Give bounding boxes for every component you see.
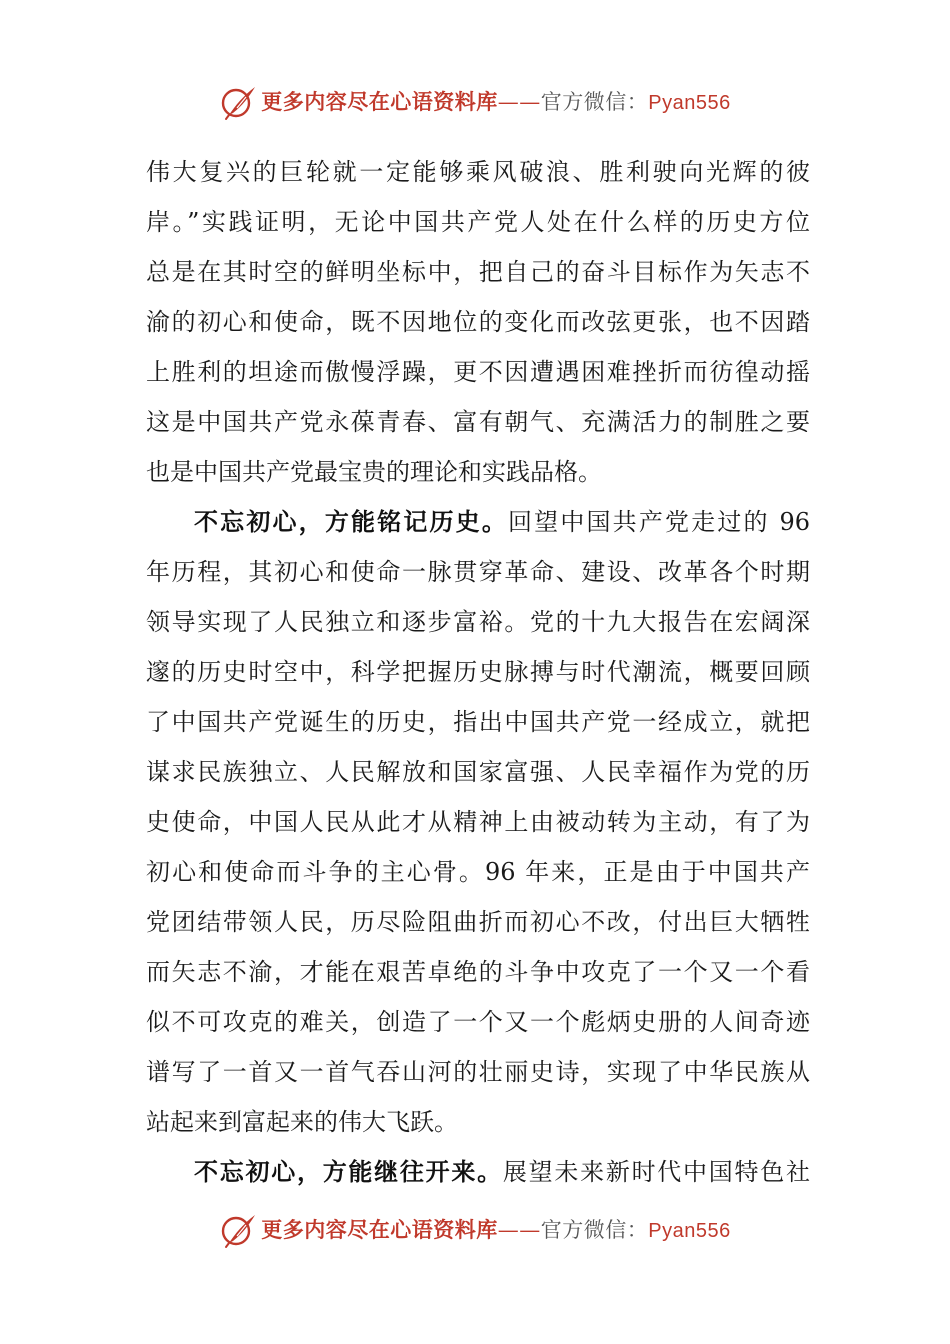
text-line: 这是中国共产党永葆青春、富有朝气、充满活力的制胜之要 — [146, 408, 810, 436]
text-line-lead — [146, 497, 810, 547]
paragraph-1 — [146, 147, 810, 497]
text-line: 伟大复兴的巨轮就一定能够乘风破浪、胜利驶向光辉的彼 — [146, 158, 810, 186]
banner-official-label: 官方微信： — [540, 90, 649, 114]
paragraph-2-first-text: 回望中国共产党走过的 96 — [508, 508, 810, 536]
banner-contact-id: Pyan556 — [648, 1220, 731, 1242]
paragraph-3-first-text: 展望未来新时代中国特色社 — [502, 1158, 811, 1186]
banner-brand-text: 更多内容尽在心语资料库 — [261, 89, 498, 114]
text-line: 总是在其时空的鲜明坐标中，把自己的奋斗目标作为矢志不 — [146, 258, 810, 286]
text-line: 似不可攻克的难关，创造了一个又一个彪炳史册的人间奇迹 — [146, 1008, 810, 1036]
text-line: 领导实现了人民独立和逐步富裕。党的十九大报告在宏阔深 — [146, 608, 810, 636]
text-line: 也是中国共产党最宝贵的理论和实践品格。 — [146, 458, 602, 486]
banner-official-label: 官方微信： — [540, 1218, 649, 1242]
text-line: 岸。”实践证明，无论中国共产党人处在什么样的历史方位 — [146, 208, 810, 236]
text-line: 上胜利的坦途而傲慢浮躁，更不因遭遇困难挫折而彷徨动摇 — [146, 358, 810, 386]
text-line: 谱写了一首又一首气吞山河的壮丽史诗，实现了中华民族从 — [146, 1058, 810, 1086]
text-line: 谋求民族独立、人民解放和国家富强、人民幸福作为党的历 — [146, 758, 810, 786]
header-banner — [0, 80, 950, 124]
quill-logo-icon — [219, 1210, 259, 1250]
quill-logo-icon — [219, 82, 259, 122]
text-line-lead — [146, 1147, 810, 1197]
paragraph-3 — [146, 1147, 810, 1197]
text-line: 邃的历史时空中，科学把握历史脉搏与时代潮流，概要回顾 — [146, 658, 810, 686]
text-line: 党团结带领人民，历尽险阻曲折而初心不改，付出巨大牺牲 — [146, 908, 810, 936]
text-line: 年历程，其初心和使命一脉贯穿革命、建设、改革各个时期 — [146, 558, 810, 586]
banner-brand-text: 更多内容尽在心语资料库 — [261, 1217, 498, 1242]
paragraph-3-heading: 不忘初心，方能继往开来。 — [194, 1158, 503, 1186]
text-line: 初心和使命而斗争的主心骨。96 年来，正是由于中国共产 — [146, 858, 810, 886]
banner-dash: —— — [497, 90, 541, 114]
paragraph-2 — [146, 497, 810, 1147]
banner-contact-id: Pyan556 — [648, 92, 731, 114]
banner-dash: —— — [497, 1218, 541, 1242]
text-line: 站起来到富起来的伟大飞跃。 — [146, 1108, 458, 1136]
text-line: 了中国共产党诞生的历史，指出中国共产党一经成立，就把 — [146, 708, 810, 736]
text-line: 史使命，中国人民从此才从精神上由被动转为主动，有了为 — [146, 808, 810, 836]
footer-banner — [0, 1208, 950, 1252]
document-body — [146, 147, 810, 1197]
paragraph-2-heading: 不忘初心，方能铭记历史。 — [194, 508, 508, 536]
text-line: 而矢志不渝，才能在艰苦卓绝的斗争中攻克了一个又一个看 — [146, 958, 810, 986]
text-line: 渝的初心和使命，既不因地位的变化而改弦更张，也不因踏 — [146, 308, 810, 336]
